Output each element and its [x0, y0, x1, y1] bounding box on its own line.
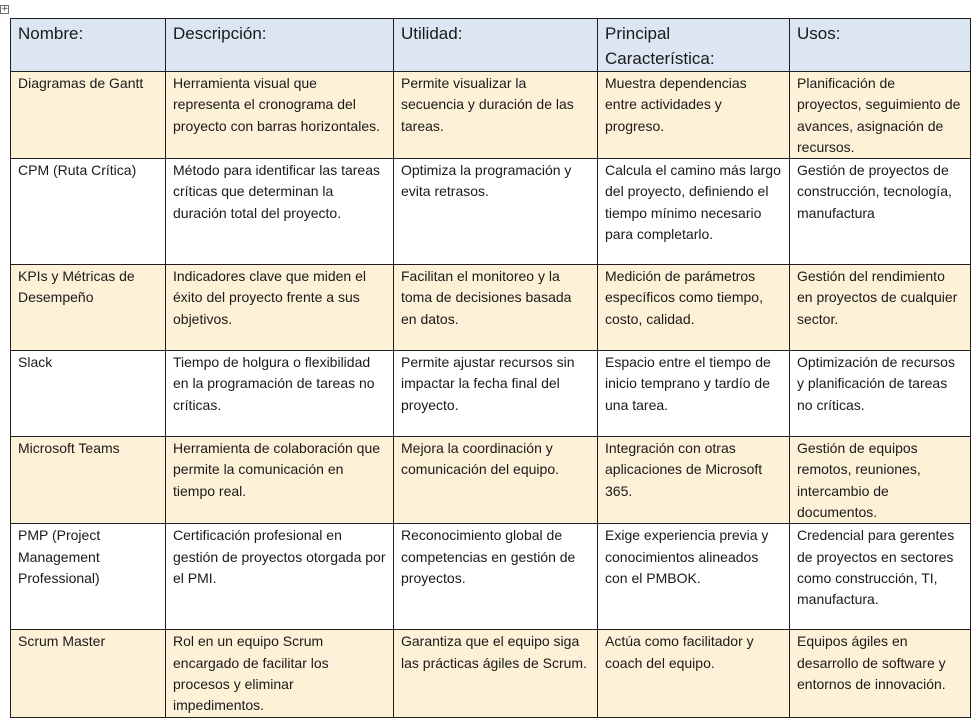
table-row — [11, 265, 971, 351]
cell-usos: Equipos ágiles en desarrollo de software y entornos de innovación. — [790, 630, 971, 717]
tools-comparison-table — [10, 18, 971, 718]
cell-usos: Gestión de equipos remotos, reuniones, intercambio de documentos. — [790, 437, 971, 524]
cell-utilidad: Mejora la coordinación y comunicación del equipo. — [394, 437, 598, 524]
cell-descripcion: Indicadores clave que miden el éxito del proyecto frente a sus objetivos. — [166, 265, 394, 351]
cell-descripcion: Método para identificar las tareas críticas que determinan la duración total del proyecto. — [166, 159, 394, 265]
cell-descripcion: Tiempo de holgura o flexibilidad en la programación de tareas no críticas. — [166, 351, 394, 437]
cell-nombre: Slack — [11, 351, 166, 437]
cell-nombre: KPIs y Métricas de Desempeño — [11, 265, 166, 351]
cell-caracteristica: Espacio entre el tiempo de inicio temprano y tardío de una tarea. — [598, 351, 790, 437]
table-row — [11, 159, 971, 265]
cell-utilidad: Permite ajustar recursos sin impactar la fecha final del proyecto. — [394, 351, 598, 437]
table-row — [11, 630, 971, 717]
table-move-handle-icon[interactable]: + — [1, 4, 9, 14]
cell-utilidad: Garantiza que el equipo siga las prácticas ágiles de Scrum. — [394, 630, 598, 717]
table-row — [11, 72, 971, 159]
table-row — [11, 437, 971, 524]
cell-caracteristica: Muestra dependencias entre actividades y progreso. — [598, 72, 790, 159]
table-row — [11, 351, 971, 437]
cell-nombre: Scrum Master — [11, 630, 166, 717]
cell-nombre: CPM (Ruta Crítica) — [11, 159, 166, 265]
cell-descripcion: Rol en un equipo Scrum encargado de facilitar los procesos y eliminar impedimentos. — [166, 630, 394, 717]
cell-usos: Planificación de proyectos, seguimiento de avances, asignación de recursos. — [790, 72, 971, 159]
cell-utilidad: Reconocimiento global de competencias en gestión de proyectos. — [394, 524, 598, 630]
header-nombre: Nombre: — [11, 19, 166, 72]
cell-usos: Gestión de proyectos de construcción, tecnología, manufactura — [790, 159, 971, 265]
cell-nombre: PMP (Project Management Professional) — [11, 524, 166, 630]
cell-caracteristica: Exige experiencia previa y conocimientos alineados con el PMBOK. — [598, 524, 790, 630]
cell-descripcion: Herramienta de colaboración que permite la comunicación en tiempo real. — [166, 437, 394, 524]
cell-caracteristica: Integración con otras aplicaciones de Microsoft 365. — [598, 437, 790, 524]
header-utilidad: Utilidad: — [394, 19, 598, 72]
cell-usos: Gestión del rendimiento en proyectos de cualquier sector. — [790, 265, 971, 351]
header-usos: Usos: — [790, 19, 971, 72]
cell-utilidad: Optimiza la programación y evita retrasos. — [394, 159, 598, 265]
cell-nombre: Microsoft Teams — [11, 437, 166, 524]
cell-caracteristica: Actúa como facilitador y coach del equipo. — [598, 630, 790, 717]
header-descripcion: Descripción: — [166, 19, 394, 72]
header-caracteristica: Principal Característica: — [598, 19, 790, 72]
cell-utilidad: Permite visualizar la secuencia y duración de las tareas. — [394, 72, 598, 159]
cell-descripcion: Certificación profesional en gestión de proyectos otorgada por el PMI. — [166, 524, 394, 630]
table-header-row — [11, 19, 971, 72]
cell-usos: Optimización de recursos y planificación de tareas no críticas. — [790, 351, 971, 437]
cell-caracteristica: Calcula el camino más largo del proyecto, definiendo el tiempo mínimo necesario para completarlo. — [598, 159, 790, 265]
table-row — [11, 524, 971, 630]
cell-nombre: Diagramas de Gantt — [11, 72, 166, 159]
cell-descripcion: Herramienta visual que representa el cronograma del proyecto con barras horizontales. — [166, 72, 394, 159]
cell-utilidad: Facilitan el monitoreo y la toma de decisiones basada en datos. — [394, 265, 598, 351]
cell-caracteristica: Medición de parámetros específicos como tiempo, costo, calidad. — [598, 265, 790, 351]
cell-usos: Credencial para gerentes de proyectos en sectores como construcción, TI, manufactura. — [790, 524, 971, 630]
